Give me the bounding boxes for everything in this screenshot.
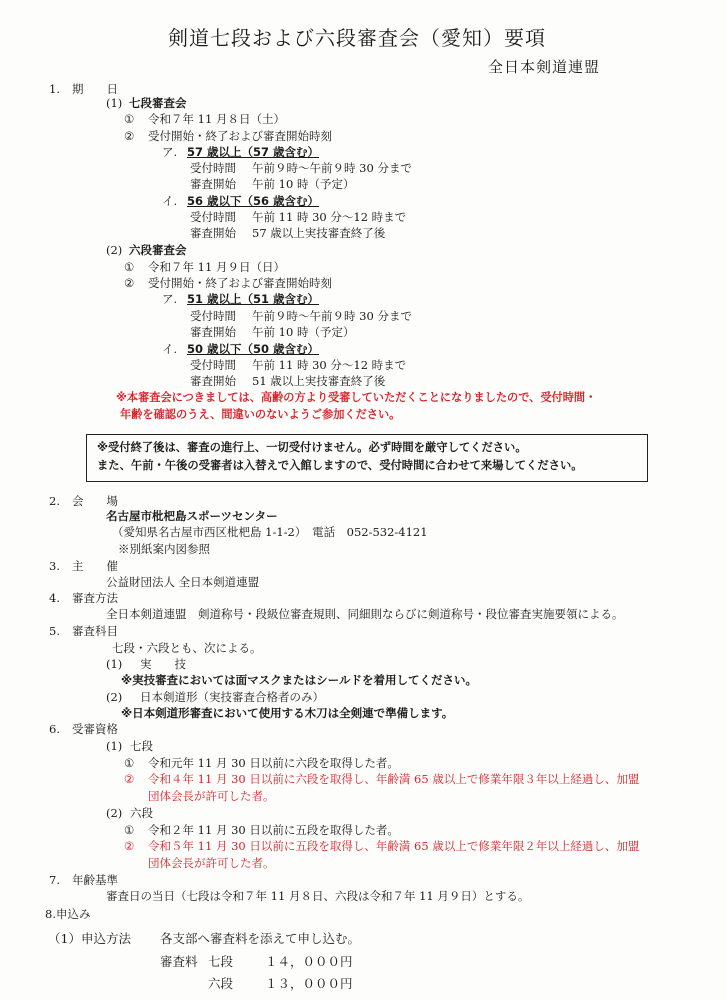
qual-dan6-item2-mark: ②	[124, 839, 135, 853]
host-body: 公益財団法人 全日本剣道連盟	[106, 575, 260, 589]
dan6-item1-text: 令和７年 11 月９日（日）	[148, 260, 285, 274]
dan6-b-r1-key: 受付時間	[190, 358, 236, 372]
page-title: 剣道七段および六段審査会（愛知）要項	[168, 26, 546, 50]
dan7-a-r1-value: 午前９時～午前９時 30 分まで	[252, 161, 412, 175]
qual-dan6-item1: 令和２年 11 月 30 日以前に五段を取得した者。	[148, 823, 399, 837]
fee-label: 審査料	[160, 954, 198, 969]
dan6-a-r1-value: 午前９時～午前９時 30 分まで	[252, 309, 412, 323]
venue-address: （愛知県名古屋市西区枇杷島 1-1-2） 電話 052-532-4121	[112, 525, 428, 539]
fee-dan7-key: 七段	[208, 954, 234, 969]
dan7-b-title: 56 歳以下（56 歳含む）	[187, 194, 320, 208]
dan6-b-r2-value: 51 歳以上実技審査終了後	[252, 374, 386, 388]
qual-dan7-item1: 令和元年 11 月 30 日以前に六段を取得した者。	[148, 756, 399, 770]
apply-method-text: 各支部へ審査料を添えて申し込む。	[160, 931, 361, 946]
dan6-item2-mark: ②	[124, 276, 135, 290]
dan6-label: (2)	[106, 243, 123, 257]
section-3-number: 3.	[49, 559, 60, 573]
dan6-item1-mark: ①	[124, 260, 135, 274]
section-7-number: 7.	[49, 873, 60, 887]
dan6-a-title: 51 歳以上（51 歳含む）	[187, 292, 320, 306]
section-7-heading: 年齢基準	[72, 873, 118, 887]
dan6-a-r2-key: 審査開始	[190, 325, 236, 339]
fee-dan7-value: １４，０００円	[265, 954, 353, 969]
dan7-a-r2-key: 審査開始	[190, 177, 236, 191]
qual-dan7-title: 七段	[130, 739, 153, 753]
dan7-title: 七段審査会	[129, 96, 187, 110]
method-body: 全日本剣道連盟 剣道称号・段級位審査規則、同細則ならびに剣道称号・段位審査実施要領による。	[106, 607, 624, 621]
apply-method-label: （1）申込方法	[48, 931, 131, 946]
dan6-a-label: ア.	[162, 292, 178, 306]
dan7-item2-mark: ②	[124, 129, 135, 143]
section-3-heading: 主 催	[72, 559, 118, 573]
qual-dan6-item1-mark: ①	[124, 823, 135, 837]
section-5-heading: 審査科目	[72, 624, 118, 638]
qual-dan6-item2-line1: 令和５年 11 月 30 日以前に五段を取得し、年齢満 65 歳以上で修業年限２年以上経過し、加盟	[148, 839, 640, 853]
qual-dan6-item2-line2: 団体会長が許可した者。	[148, 856, 275, 870]
section-6-number: 6.	[49, 722, 60, 736]
section-1-number: 1.	[49, 82, 60, 96]
subject2-note: ※日本剣道形審査において使用する木刀は全剣連で準備します。	[121, 706, 454, 720]
organizer: 全日本剣道連盟	[488, 58, 601, 76]
venue-name: 名古屋市枇杷島スポーツセンター	[106, 509, 278, 523]
dan6-b-r2-key: 審査開始	[190, 374, 236, 388]
dan6-b-r1-value: 午前 11 時 30 分～12 時まで	[252, 358, 407, 372]
qual-dan7-item2-mark: ②	[124, 772, 135, 786]
dan7-item2-text: 受付開始・終了および審査開始時刻	[148, 129, 332, 143]
section-1-heading: 期 日	[72, 82, 118, 96]
section-5-number: 5.	[49, 624, 60, 638]
dan7-a-label: ア.	[162, 145, 178, 159]
qual-dan6-label: (2)	[106, 806, 123, 820]
venue-map-note: ※別紙案内図参照	[118, 542, 210, 556]
dan7-b-r1-key: 受付時間	[190, 210, 236, 224]
reception-notice-line1: ※受付終了後は、審査の進行上、一切受付けません。必ず時間を厳守してください。	[97, 441, 527, 454]
qual-dan6-title: 六段	[130, 806, 153, 820]
section-2-heading: 会 場	[72, 494, 118, 508]
section-4-number: 4.	[49, 591, 60, 605]
fee-dan6-value: １３，０００円	[265, 976, 353, 991]
dan7-item1-mark: ①	[124, 112, 135, 126]
subject2-text: 日本剣道形（実技審査合格者のみ）	[140, 690, 324, 704]
subject1-note: ※実技審査においては面マスクまたはシールドを着用してください。	[121, 673, 477, 687]
qual-dan7-item1-mark: ①	[124, 756, 135, 770]
dan6-a-r2-value: 午前 10 時（予定）	[252, 325, 355, 339]
qual-dan7-label: (1)	[106, 739, 123, 753]
subject1-text: 実 技	[140, 657, 186, 671]
dan7-a-r2-value: 午前 10 時（予定）	[252, 177, 355, 191]
reception-notice-line2: また、午前・午後の受審者は入替えで入館しますので、受付時間に合わせて来場してください。	[97, 459, 583, 472]
qual-dan7-item2-line1: 令和４年 11 月 30 日以前に六段を取得し、年齢満 65 歳以上で修業年限３年以上経過し、加盟	[148, 772, 640, 786]
age-order-note-line1: ※本審査会につきましては、高齢の方より受審していただくことになりましたので、受付時間・	[116, 391, 597, 404]
dan6-item2-text: 受付開始・終了および審査開始時刻	[148, 276, 332, 290]
age-basis-body: 審査日の当日（七段は令和７年 11 月８日、六段は令和７年 11 月９日）とする。	[106, 889, 530, 903]
dan7-a-title: 57 歳以上（57 歳含む）	[187, 145, 320, 159]
age-order-note-line2: 年齢を確認のうえ、間違いのないようご参加ください。	[120, 408, 401, 421]
dan7-b-r2-key: 審査開始	[190, 226, 236, 240]
dan7-b-r1-value: 午前 11 時 30 分～12 時まで	[252, 210, 407, 224]
fee-dan6-key: 六段	[208, 976, 234, 991]
dan7-b-r2-value: 57 歳以上実技審査終了後	[252, 226, 386, 240]
section-6-heading: 受審資格	[72, 722, 118, 736]
section-8-heading: 8.申込み	[45, 907, 91, 921]
subject1-label: (1)	[106, 657, 123, 671]
dan7-a-r1-key: 受付時間	[190, 161, 236, 175]
dan6-b-label: イ.	[162, 342, 178, 356]
subjects-intro: 七段・六段とも、次による。	[112, 641, 262, 655]
dan7-label: (1)	[106, 96, 123, 110]
dan6-a-r1-key: 受付時間	[190, 309, 236, 323]
section-2-number: 2.	[49, 494, 60, 508]
dan6-title: 六段審査会	[129, 243, 187, 257]
dan6-b-title: 50 歳以下（50 歳含む）	[187, 342, 320, 356]
dan7-b-label: イ.	[162, 194, 178, 208]
section-4-heading: 審査方法	[72, 591, 118, 605]
dan7-item1-text: 令和７年 11 月８日（土）	[148, 112, 285, 126]
qual-dan7-item2-line2: 団体会長が許可した者。	[148, 789, 275, 803]
subject2-label: (2)	[106, 690, 123, 704]
